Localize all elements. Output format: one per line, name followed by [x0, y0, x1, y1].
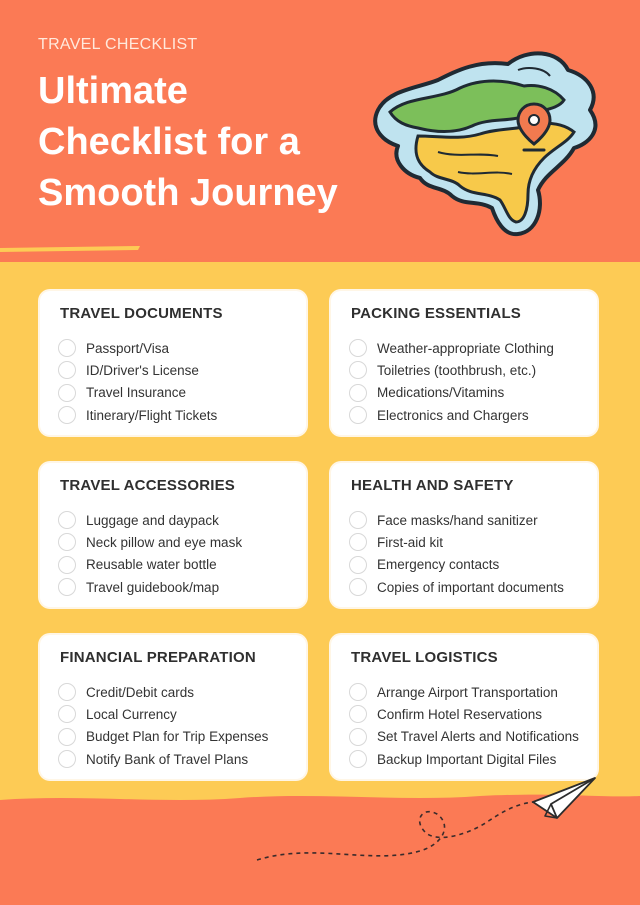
- checklist-item[interactable]: [349, 531, 564, 553]
- checklist: [349, 337, 554, 426]
- title-line-1: Ultimate: [38, 70, 188, 112]
- checklist-item-label: Budget Plan for Trip Expenses: [86, 729, 269, 745]
- checkbox[interactable]: [349, 533, 367, 551]
- checkbox[interactable]: [349, 556, 367, 574]
- checklist-item[interactable]: [58, 531, 242, 553]
- checkbox[interactable]: [58, 578, 76, 596]
- checklist-item-label: Notify Bank of Travel Plans: [86, 751, 249, 767]
- checklist-item[interactable]: [349, 681, 579, 703]
- checklist-item-label: Toiletries (toothbrush, etc.): [377, 362, 537, 378]
- section-title: HEALTH AND SAFETY: [351, 477, 514, 494]
- checkbox[interactable]: [349, 361, 367, 379]
- section-travel-accessories: [40, 463, 306, 607]
- paper-plane-icon: [533, 778, 595, 818]
- checklist-item[interactable]: [58, 404, 217, 426]
- checkbox[interactable]: [58, 750, 76, 768]
- checkbox[interactable]: [349, 578, 367, 596]
- checklist-item-label: Travel guidebook/map: [86, 579, 220, 595]
- section-title: PACKING ESSENTIALS: [351, 305, 522, 322]
- checkbox[interactable]: [349, 384, 367, 402]
- checklist-item-label: Set Travel Alerts and Notifications: [377, 729, 579, 745]
- checklist-item-label: Local Currency: [86, 706, 177, 722]
- checkbox[interactable]: [58, 384, 76, 402]
- checklist-item[interactable]: [58, 726, 268, 748]
- map-illustration: [368, 40, 608, 240]
- checklist-item-label: Itinerary/Flight Tickets: [86, 407, 218, 423]
- section-travel-documents: [40, 291, 306, 435]
- checkbox[interactable]: [349, 406, 367, 424]
- title-line-2: Checklist for a: [38, 121, 300, 163]
- checkbox[interactable]: [58, 339, 76, 357]
- checklist: [58, 681, 268, 770]
- section-title: FINANCIAL PREPARATION: [60, 649, 256, 666]
- checkbox[interactable]: [58, 533, 76, 551]
- checklist-item[interactable]: [349, 404, 554, 426]
- checklist-item-label: Copies of important documents: [377, 579, 564, 595]
- section-packing-essentials: [331, 291, 597, 435]
- checklist-item-label: First-aid kit: [377, 534, 444, 550]
- checkbox[interactable]: [349, 705, 367, 723]
- checklist-item-label: Emergency contacts: [377, 557, 500, 573]
- checklist-item-label: Luggage and daypack: [86, 512, 219, 528]
- checklist-item-label: Travel Insurance: [86, 385, 187, 401]
- checklist-item[interactable]: [58, 509, 242, 531]
- section-health-and-safety: [331, 463, 597, 607]
- header-brush-edge: [0, 240, 640, 280]
- checklist-item[interactable]: [349, 554, 564, 576]
- checklist-item[interactable]: [58, 748, 268, 770]
- checklist-item[interactable]: [349, 509, 564, 531]
- header-kicker: TRAVEL CHECKLIST: [38, 36, 198, 53]
- checkbox[interactable]: [349, 339, 367, 357]
- checkbox[interactable]: [349, 728, 367, 746]
- checklist: [349, 681, 579, 770]
- checklist-item-label: Face masks/hand sanitizer: [377, 512, 538, 528]
- checklist-item[interactable]: [349, 382, 554, 404]
- checklist-item-label: Medications/Vitamins: [377, 385, 505, 401]
- checklist-item[interactable]: [58, 359, 217, 381]
- section-title: TRAVEL LOGISTICS: [351, 649, 498, 666]
- checklist-item-label: Reusable water bottle: [86, 557, 217, 573]
- checklist-item-label: Weather-appropriate Clothing: [377, 340, 554, 356]
- checkbox[interactable]: [58, 556, 76, 574]
- checkbox[interactable]: [349, 683, 367, 701]
- title-line-3: Smooth Journey: [38, 172, 338, 214]
- checklist-item[interactable]: [349, 726, 579, 748]
- checklist: [58, 509, 242, 598]
- section-travel-logistics: [331, 635, 597, 779]
- checklist-item[interactable]: [58, 681, 268, 703]
- checklist: [349, 509, 564, 598]
- checklist-item-label: Confirm Hotel Reservations: [377, 706, 543, 722]
- checkbox[interactable]: [58, 361, 76, 379]
- checkbox[interactable]: [58, 511, 76, 529]
- checklist-item[interactable]: [349, 337, 554, 359]
- paper-plane-illustration: [255, 770, 605, 870]
- checklist-item[interactable]: [349, 359, 554, 381]
- checklist: [58, 337, 217, 426]
- checklist-item[interactable]: [58, 554, 242, 576]
- checkbox[interactable]: [349, 750, 367, 768]
- checklist-item[interactable]: [58, 576, 242, 598]
- checklist-item[interactable]: [349, 748, 579, 770]
- page-title: [38, 66, 398, 219]
- checklist-item-label: Credit/Debit cards: [86, 684, 195, 700]
- checklist-item-label: Arrange Airport Transportation: [377, 684, 558, 700]
- checklist-item-label: Backup Important Digital Files: [377, 751, 557, 767]
- checklist-item[interactable]: [58, 337, 217, 359]
- checklist-item-label: Electronics and Chargers: [377, 407, 529, 423]
- checkbox[interactable]: [58, 728, 76, 746]
- checkbox[interactable]: [349, 511, 367, 529]
- section-title: TRAVEL DOCUMENTS: [60, 305, 223, 322]
- checklist-item[interactable]: [349, 703, 579, 725]
- checkbox[interactable]: [58, 406, 76, 424]
- checklist-item[interactable]: [58, 703, 268, 725]
- checklist-item[interactable]: [58, 382, 217, 404]
- checkbox[interactable]: [58, 705, 76, 723]
- checklist-item-label: Neck pillow and eye mask: [86, 534, 243, 550]
- checklist-item[interactable]: [349, 576, 564, 598]
- section-title: TRAVEL ACCESSORIES: [60, 477, 236, 494]
- checklist-item-label: ID/Driver's License: [86, 362, 199, 378]
- checkbox[interactable]: [58, 683, 76, 701]
- checklist-item-label: Passport/Visa: [86, 340, 170, 356]
- section-financial-preparation: [40, 635, 306, 779]
